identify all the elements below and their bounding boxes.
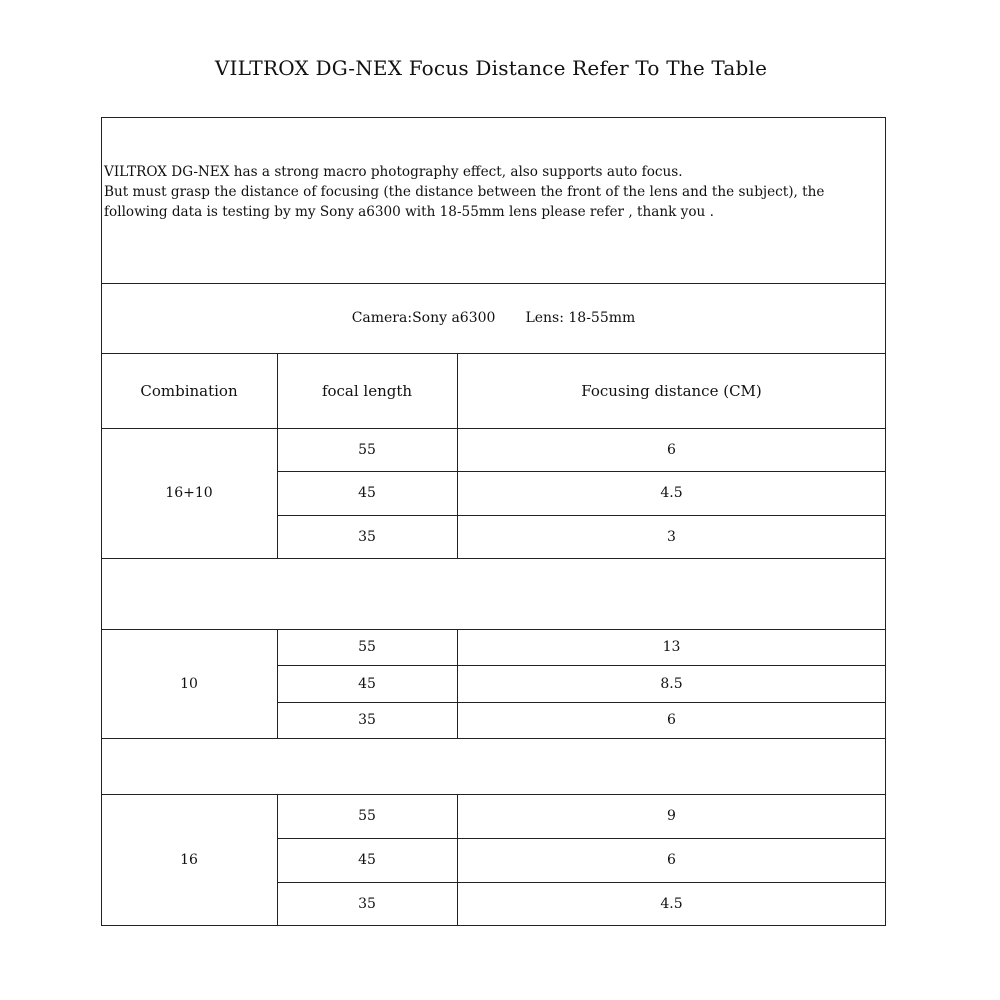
distance-cell: 13 bbox=[662, 639, 681, 655]
distance-cell: 8.5 bbox=[660, 675, 683, 692]
focal-length-cell: 45 bbox=[358, 852, 376, 868]
distance-cell: 4.5 bbox=[660, 485, 683, 501]
focal-length-cell: 35 bbox=[358, 896, 376, 912]
distance-cell: 3 bbox=[667, 528, 676, 545]
intro-line: But must grasp the distance of focusing (the distance between the front of the lens and the subject), the following data is testing by my Sony a6300 with 18-55mm lens please refer , thank you . bbox=[104, 184, 825, 220]
focal-length-cell: 55 bbox=[358, 441, 376, 458]
distance-cell: 6 bbox=[667, 712, 676, 728]
distance-cell: 9 bbox=[667, 808, 676, 824]
focal-length-cell: 45 bbox=[358, 675, 376, 692]
distance-cell: 6 bbox=[667, 441, 676, 458]
intro-text bbox=[104, 162, 882, 222]
distance-cell: 6 bbox=[667, 852, 676, 868]
intro-line: VILTROX DG-NEX has a strong macro photography effect, also supports auto focus. bbox=[104, 164, 683, 180]
setup-row bbox=[101, 283, 886, 353]
table-divider bbox=[101, 558, 886, 559]
focal-length-cell: 35 bbox=[358, 712, 376, 728]
header-combination: Combination bbox=[140, 381, 238, 400]
table-divider bbox=[101, 738, 886, 739]
header-focusing-distance: Focusing distance (CM) bbox=[581, 381, 762, 400]
lens-label: Lens: 18-55mm bbox=[525, 310, 636, 326]
page-title: VILTROX DG-NEX Focus Distance Refer To The Table bbox=[214, 56, 768, 80]
combination-cell: 16 bbox=[180, 852, 198, 868]
combination-cell: 16+10 bbox=[165, 485, 213, 501]
distance-cell: 4.5 bbox=[660, 896, 683, 912]
header-focal-length: focal length bbox=[321, 381, 413, 400]
focal-length-cell: 55 bbox=[358, 639, 376, 655]
focal-length-cell: 45 bbox=[358, 485, 376, 501]
focal-length-cell: 55 bbox=[358, 808, 376, 824]
focal-length-cell: 35 bbox=[358, 528, 376, 545]
combination-cell: 10 bbox=[180, 675, 198, 692]
camera-label: Camera:Sony a6300 bbox=[351, 310, 496, 326]
